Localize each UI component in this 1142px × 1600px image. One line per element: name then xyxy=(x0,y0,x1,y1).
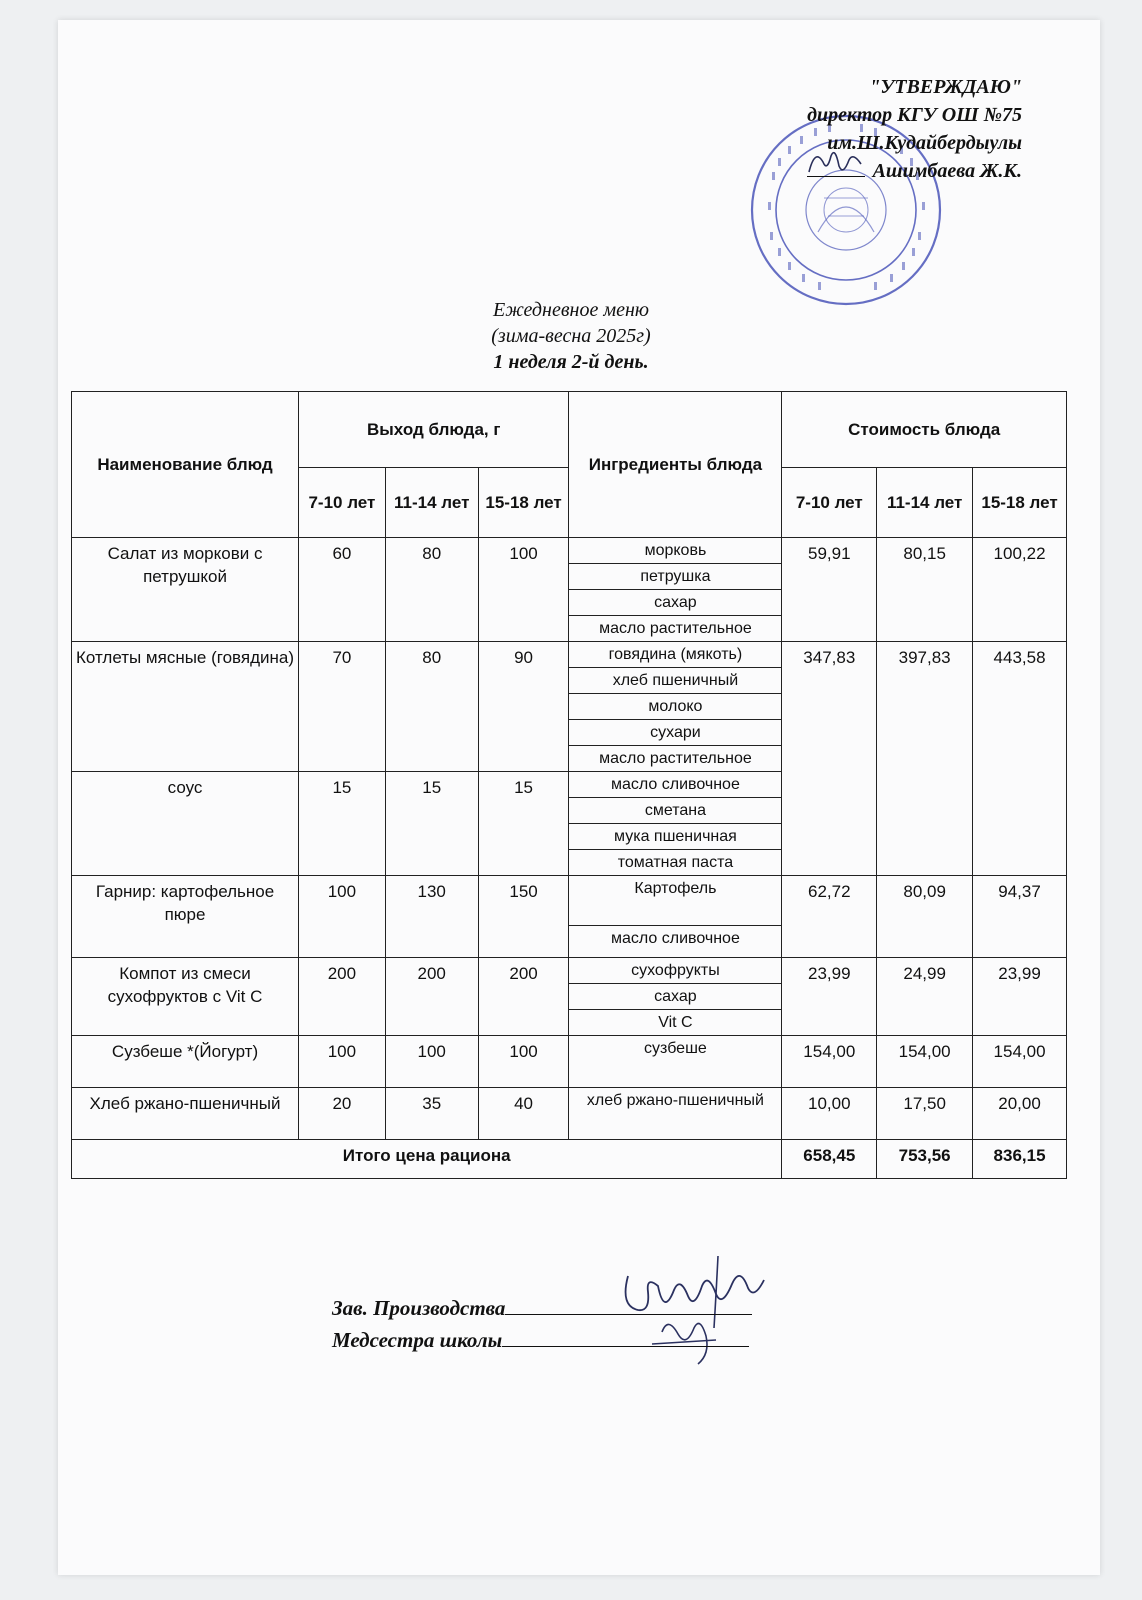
yield-value: 100 xyxy=(478,538,569,642)
header-yield-age-15-18: 15-18 лет xyxy=(478,468,569,538)
yield-value: 15 xyxy=(478,772,569,876)
approval-director-name: Ашимбаева Ж.К. xyxy=(872,160,1022,182)
nurse-signature-row xyxy=(332,1324,752,1356)
production-head-label: Зав. Производства xyxy=(332,1296,506,1320)
ingredient: петрушка xyxy=(569,564,782,590)
yield-value: 100 xyxy=(478,1036,569,1088)
total-value: 753,56 xyxy=(877,1140,973,1179)
ingredient: сузбеше xyxy=(569,1036,782,1088)
header-cost-age-15-18: 15-18 лет xyxy=(973,468,1067,538)
table-row xyxy=(72,1088,1067,1140)
approval-title: "УТВЕРЖДАЮ" xyxy=(869,76,1022,98)
ingredient: сухофрукты xyxy=(569,958,782,984)
yield-value: 150 xyxy=(478,876,569,958)
ingredient: молоко xyxy=(569,694,782,720)
document-heading xyxy=(0,297,1142,375)
ingredient: мука пшеничная xyxy=(569,824,782,850)
table-row xyxy=(72,1036,1067,1088)
header-dish-name: Наименование блюд xyxy=(72,392,299,538)
cost-value: 23,99 xyxy=(973,958,1067,1036)
yield-value: 100 xyxy=(299,876,386,958)
dish-name: Хлеб ржано-пшеничный xyxy=(72,1088,299,1140)
dish-name: Компот из смеси сухофруктов с Vit C xyxy=(72,958,299,1036)
heading-week-day: 1 неделя 2-й день. xyxy=(493,351,649,373)
ingredient: хлеб пшеничный xyxy=(569,668,782,694)
yield-value: 15 xyxy=(299,772,386,876)
cost-value: 23,99 xyxy=(782,958,877,1036)
yield-value: 200 xyxy=(299,958,386,1036)
cost-value: 100,22 xyxy=(973,538,1067,642)
total-value: 658,45 xyxy=(782,1140,877,1179)
yield-value: 20 xyxy=(299,1088,386,1140)
ingredient: сахар xyxy=(569,590,782,616)
cost-value: 20,00 xyxy=(973,1088,1067,1140)
production-signature-row xyxy=(332,1292,752,1324)
heading-title: Ежедневное меню xyxy=(493,299,649,321)
ingredient: Картофель xyxy=(569,876,782,926)
dish-name: Сузбеше *(Йогурт) xyxy=(72,1036,299,1088)
cost-value: 80,09 xyxy=(877,876,973,958)
approval-signatory xyxy=(807,157,1022,185)
cost-value: 154,00 xyxy=(782,1036,877,1088)
ingredient: сахар xyxy=(569,984,782,1010)
yield-value: 90 xyxy=(478,642,569,772)
yield-value: 40 xyxy=(478,1088,569,1140)
yield-value: 15 xyxy=(385,772,478,876)
ingredient: масло растительное xyxy=(569,616,782,642)
yield-value: 35 xyxy=(385,1088,478,1140)
cost-value: 17,50 xyxy=(877,1088,973,1140)
header-yield-age-7-10: 7-10 лет xyxy=(299,468,386,538)
dish-name: Гарнир: картофельное пюре xyxy=(72,876,299,958)
cost-value: 62,72 xyxy=(782,876,877,958)
yield-value: 130 xyxy=(385,876,478,958)
yield-value: 200 xyxy=(478,958,569,1036)
cost-value: 24,99 xyxy=(877,958,973,1036)
cost-value: 443,58 xyxy=(973,642,1067,876)
ingredient: Vit C xyxy=(569,1010,782,1036)
heading-season: (зима-весна 2025г) xyxy=(491,325,651,347)
yield-value: 80 xyxy=(385,538,478,642)
yield-value: 100 xyxy=(385,1036,478,1088)
ingredient: масло сливочное xyxy=(569,926,782,958)
total-value: 836,15 xyxy=(973,1140,1067,1179)
cost-value: 154,00 xyxy=(973,1036,1067,1088)
cost-value: 347,83 xyxy=(782,642,877,876)
table-row xyxy=(72,876,1067,926)
dish-name: Салат из моркови с петрушкой xyxy=(72,538,299,642)
school-nurse-label: Медсестра школы xyxy=(332,1328,503,1352)
cost-value: 10,00 xyxy=(782,1088,877,1140)
ingredient: говядина (мякоть) xyxy=(569,642,782,668)
signature-scribble-icon xyxy=(801,142,871,182)
ingredient: морковь xyxy=(569,538,782,564)
production-signature-line xyxy=(505,1294,752,1315)
header-ingredients: Ингредиенты блюда xyxy=(569,392,782,538)
table-row xyxy=(72,958,1067,984)
yield-value: 200 xyxy=(385,958,478,1036)
footer-signatures xyxy=(332,1292,752,1356)
ingredient: хлеб ржано-пшеничный xyxy=(569,1088,782,1140)
approval-position: директор КГУ ОШ №75 xyxy=(807,104,1022,126)
header-cost: Стоимость блюда xyxy=(782,392,1067,468)
dish-name: соус xyxy=(72,772,299,876)
nurse-signature-line xyxy=(502,1326,749,1347)
cost-value: 154,00 xyxy=(877,1036,973,1088)
yield-value: 70 xyxy=(299,642,386,772)
table-row xyxy=(72,538,1067,564)
table-row xyxy=(72,642,1067,668)
yield-value: 80 xyxy=(385,642,478,772)
director-signature xyxy=(807,160,865,177)
header-cost-age-11-14: 11-14 лет xyxy=(877,468,973,538)
ingredient: сухари xyxy=(569,720,782,746)
total-row xyxy=(72,1140,1067,1179)
yield-value: 100 xyxy=(299,1036,386,1088)
cost-value: 59,91 xyxy=(782,538,877,642)
approval-school-name: им.Ш.Кудайбердыулы xyxy=(827,132,1022,154)
dish-name: Котлеты мясные (говядина) xyxy=(72,642,299,772)
cost-value: 94,37 xyxy=(973,876,1067,958)
ingredient: томатная паста xyxy=(569,850,782,876)
cost-value: 80,15 xyxy=(877,538,973,642)
approval-block xyxy=(807,73,1022,185)
ingredient: масло растительное xyxy=(569,746,782,772)
ingredient: масло сливочное xyxy=(569,772,782,798)
cost-value: 397,83 xyxy=(877,642,973,876)
header-cost-age-7-10: 7-10 лет xyxy=(782,468,877,538)
header-yield: Выход блюда, г xyxy=(299,392,569,468)
ingredient: сметана xyxy=(569,798,782,824)
total-label: Итого цена рациона xyxy=(72,1140,782,1179)
yield-value: 60 xyxy=(299,538,386,642)
menu-table xyxy=(71,391,1067,1179)
header-yield-age-11-14: 11-14 лет xyxy=(385,468,478,538)
